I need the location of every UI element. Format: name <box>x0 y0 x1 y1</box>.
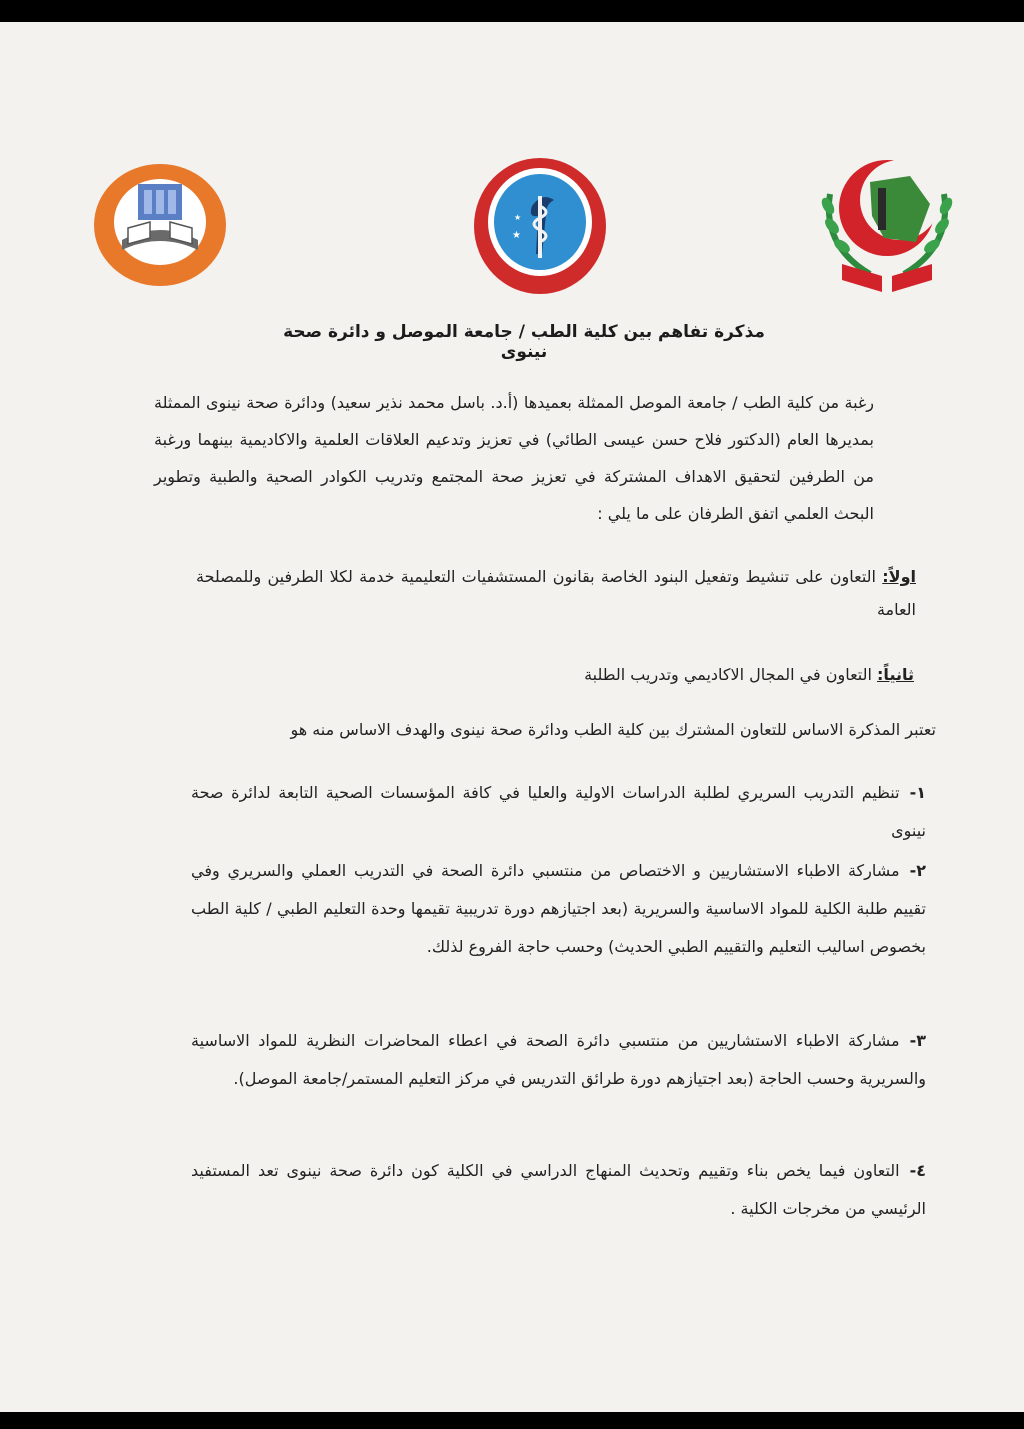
list-item-number: ١- <box>909 783 926 802</box>
clause-first-label: اولاً: <box>882 567 917 586</box>
list-item-number: ٢- <box>909 861 926 880</box>
university-emblem-icon <box>92 162 228 288</box>
list-item-number: ٤- <box>909 1161 926 1180</box>
screen-bottom-bar <box>0 1412 1024 1429</box>
list-item <box>191 1152 926 1228</box>
list-item <box>191 852 926 966</box>
medicine-college-emblem-icon <box>472 156 608 296</box>
health-directorate-logo <box>812 146 962 298</box>
list-item-text: تنظيم التدريب السريري لطلبة الدراسات الاولية والعليا في كافة المؤسسات الصحية التابعة لدائرة صحة نينوى <box>191 783 926 840</box>
clause-second <box>194 658 914 691</box>
document-title: مذكرة تفاهم بين كلية الطب / جامعة الموصل و دائرة صحة نينوى <box>283 322 765 362</box>
health-directorate-emblem-icon <box>812 146 962 298</box>
objectives-lead: تعتبر المذكرة الاساس للتعاون المشترك بين كلية الطب ودائرة صحة نينوى والهدف الاساس منه هو <box>290 720 936 739</box>
clause-first-text: التعاون على تنشيط وتفعيل البنود الخاصة بقانون المستشفيات التعليمية خدمة لكلا الطرفين وللمصلحة العامة <box>196 567 916 619</box>
clause-first <box>196 560 916 626</box>
clause-second-label: ثانياً: <box>877 665 914 684</box>
list-item <box>191 774 926 850</box>
clause-second-text: التعاون في المجال الاكاديمي وتدريب الطلبة <box>584 665 872 684</box>
list-item <box>191 1022 926 1098</box>
svg-text:★: ★ <box>512 230 521 241</box>
university-logo <box>92 162 228 288</box>
document-page <box>0 22 1024 1412</box>
list-item-text: مشاركة الاطباء الاستشاريين من منتسبي دائرة الصحة في اعطاء المحاضرات النظرية للمواد الاساسية والسريرية وحسب الحاجة (بعد اجتيازهم دورة طرائق التدريس في مركز التعليم المستمر/جامعة الموصل). <box>191 1031 926 1088</box>
list-item-number: ٣- <box>909 1031 926 1050</box>
list-item-text: مشاركة الاطباء الاستشاريين و الاختصاص من منتسبي دائرة الصحة في التدريب العملي والسريري وفي تقييم طلبة الكلية للمواد الاساسية والسريرية (بعد اجتيازهم دورة تدريبية تقيمها وحدة التعليم الطبي / كلية الطب بخصوص اساليب التعليم والتقييم الطبي الحديث) وحسب حاجة الفروع لذلك. <box>191 861 926 956</box>
list-item-text: التعاون فيما يخص بناء وتقييم وتحديث المنهاج الدراسي في الكلية كون دائرة صحة نينوى تعد المستفيد الرئيسي من مخرجات الكلية . <box>191 1161 926 1218</box>
intro-paragraph: رغبة من كلية الطب / جامعة الموصل الممثلة بعميدها (أ.د. باسل محمد نذير سعيد) ودائرة صحة نينوى الممثلة بمديرها العام (الدكتور فلاح حسن عيسى الطائي) في تعزيز وتدعيم العلاقات العلمية والاكاديمية بينهما ورغبة من الطرفين لتحقيق الاهداف المشتركة في تعزيز صحة المجتمع وتدريب الكوادر الصحية والطبية وتطوير البحث العلمي اتفق الطرفان على ما يلي : <box>154 393 874 523</box>
svg-text:★: ★ <box>514 213 522 222</box>
medicine-college-logo <box>472 156 608 296</box>
